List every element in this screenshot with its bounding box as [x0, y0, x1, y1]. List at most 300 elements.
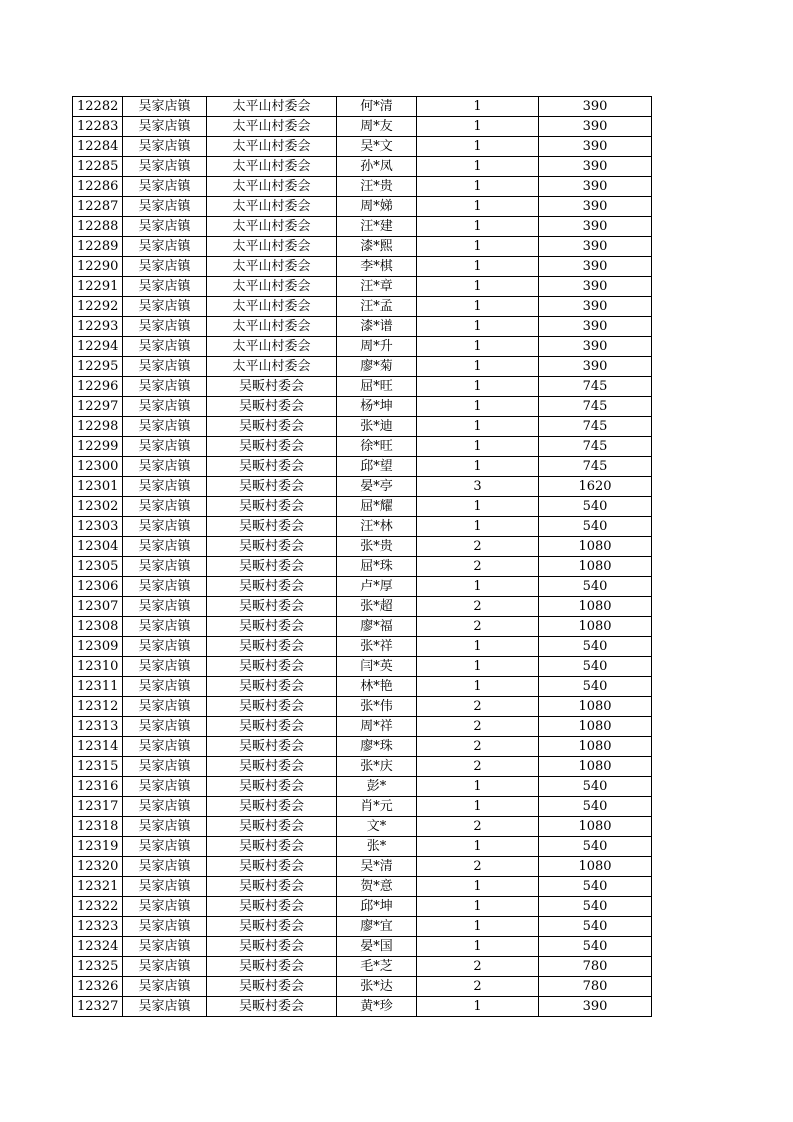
amount-cell: 390	[539, 177, 652, 197]
household-count-cell: 2	[417, 817, 539, 837]
record-id-cell: 12314	[73, 737, 123, 757]
amount-cell: 745	[539, 377, 652, 397]
record-id-cell: 12294	[73, 337, 123, 357]
record-id-cell: 12287	[73, 197, 123, 217]
amount-cell: 390	[539, 317, 652, 337]
table-row	[73, 317, 652, 337]
amount-cell: 540	[539, 497, 652, 517]
household-count-cell: 2	[417, 597, 539, 617]
town-cell: 吴家店镇	[123, 417, 207, 437]
table-row	[73, 977, 652, 997]
record-id-cell: 12306	[73, 577, 123, 597]
amount-cell: 390	[539, 117, 652, 137]
town-cell: 吴家店镇	[123, 557, 207, 577]
household-count-cell: 2	[417, 857, 539, 877]
amount-cell: 540	[539, 937, 652, 957]
household-count-cell: 1	[417, 137, 539, 157]
amount-cell: 540	[539, 917, 652, 937]
village-committee-cell: 吴畈村委会	[207, 957, 337, 977]
amount-cell: 540	[539, 677, 652, 697]
table-row	[73, 877, 652, 897]
name-cell: 漆*熙	[337, 237, 417, 257]
village-committee-cell: 吴畈村委会	[207, 517, 337, 537]
name-cell: 屈*珠	[337, 557, 417, 577]
name-cell: 周*友	[337, 117, 417, 137]
household-count-cell: 1	[417, 217, 539, 237]
name-cell: 何*清	[337, 97, 417, 117]
amount-cell: 540	[539, 657, 652, 677]
name-cell: 文*	[337, 817, 417, 837]
amount-cell: 390	[539, 237, 652, 257]
town-cell: 吴家店镇	[123, 597, 207, 617]
name-cell: 邱*坤	[337, 897, 417, 917]
amount-cell: 1620	[539, 477, 652, 497]
household-count-cell: 1	[417, 497, 539, 517]
household-count-cell: 1	[417, 277, 539, 297]
name-cell: 卢*厚	[337, 577, 417, 597]
town-cell: 吴家店镇	[123, 157, 207, 177]
name-cell: 汪*章	[337, 277, 417, 297]
name-cell: 张*贵	[337, 537, 417, 557]
village-committee-cell: 太平山村委会	[207, 257, 337, 277]
name-cell: 吴*文	[337, 137, 417, 157]
household-count-cell: 2	[417, 557, 539, 577]
town-cell: 吴家店镇	[123, 797, 207, 817]
household-count-cell: 1	[417, 997, 539, 1017]
table-row	[73, 337, 652, 357]
name-cell: 周*升	[337, 337, 417, 357]
town-cell: 吴家店镇	[123, 217, 207, 237]
village-committee-cell: 吴畈村委会	[207, 557, 337, 577]
village-committee-cell: 太平山村委会	[207, 117, 337, 137]
amount-cell: 540	[539, 637, 652, 657]
table-row	[73, 117, 652, 137]
table-row	[73, 257, 652, 277]
household-count-cell: 1	[417, 337, 539, 357]
amount-cell: 745	[539, 457, 652, 477]
table-row	[73, 277, 652, 297]
village-committee-cell: 吴畈村委会	[207, 997, 337, 1017]
village-committee-cell: 太平山村委会	[207, 157, 337, 177]
amount-cell: 745	[539, 417, 652, 437]
household-count-cell: 2	[417, 977, 539, 997]
table-row	[73, 157, 652, 177]
amount-cell: 390	[539, 337, 652, 357]
village-committee-cell: 吴畈村委会	[207, 777, 337, 797]
name-cell: 张*超	[337, 597, 417, 617]
household-count-cell: 1	[417, 97, 539, 117]
table-row	[73, 517, 652, 537]
household-count-cell: 1	[417, 877, 539, 897]
town-cell: 吴家店镇	[123, 817, 207, 837]
table-row	[73, 617, 652, 637]
town-cell: 吴家店镇	[123, 677, 207, 697]
town-cell: 吴家店镇	[123, 297, 207, 317]
record-id-cell: 12318	[73, 817, 123, 837]
town-cell: 吴家店镇	[123, 717, 207, 737]
town-cell: 吴家店镇	[123, 837, 207, 857]
name-cell: 黄*珍	[337, 997, 417, 1017]
table-row	[73, 217, 652, 237]
table-row	[73, 577, 652, 597]
household-count-cell: 3	[417, 477, 539, 497]
amount-cell: 540	[539, 897, 652, 917]
name-cell: 闫*英	[337, 657, 417, 677]
name-cell: 周*娣	[337, 197, 417, 217]
amount-cell: 1080	[539, 697, 652, 717]
amount-cell: 540	[539, 877, 652, 897]
name-cell: 晏*国	[337, 937, 417, 957]
village-committee-cell: 太平山村委会	[207, 217, 337, 237]
household-count-cell: 1	[417, 377, 539, 397]
household-count-cell: 2	[417, 537, 539, 557]
record-id-cell: 12286	[73, 177, 123, 197]
household-count-cell: 1	[417, 157, 539, 177]
amount-cell: 1080	[539, 617, 652, 637]
table-row	[73, 937, 652, 957]
town-cell: 吴家店镇	[123, 637, 207, 657]
village-committee-cell: 吴畈村委会	[207, 637, 337, 657]
amount-cell: 390	[539, 297, 652, 317]
household-count-cell: 1	[417, 637, 539, 657]
household-count-cell: 2	[417, 617, 539, 637]
village-committee-cell: 吴畈村委会	[207, 477, 337, 497]
town-cell: 吴家店镇	[123, 477, 207, 497]
town-cell: 吴家店镇	[123, 137, 207, 157]
village-committee-cell: 吴畈村委会	[207, 497, 337, 517]
record-id-cell: 12288	[73, 217, 123, 237]
name-cell: 廖*珠	[337, 737, 417, 757]
record-id-cell: 12284	[73, 137, 123, 157]
name-cell: 廖*宜	[337, 917, 417, 937]
table-row	[73, 497, 652, 517]
town-cell: 吴家店镇	[123, 97, 207, 117]
village-committee-cell: 吴畈村委会	[207, 377, 337, 397]
household-count-cell: 1	[417, 417, 539, 437]
amount-cell: 390	[539, 97, 652, 117]
record-id-cell: 12293	[73, 317, 123, 337]
table-row	[73, 897, 652, 917]
village-committee-cell: 吴畈村委会	[207, 837, 337, 857]
town-cell: 吴家店镇	[123, 617, 207, 637]
town-cell: 吴家店镇	[123, 517, 207, 537]
name-cell: 张*迪	[337, 417, 417, 437]
town-cell: 吴家店镇	[123, 117, 207, 137]
village-committee-cell: 吴畈村委会	[207, 397, 337, 417]
amount-cell: 390	[539, 997, 652, 1017]
table-row	[73, 917, 652, 937]
table-row	[73, 997, 652, 1017]
amount-cell: 1080	[539, 817, 652, 837]
name-cell: 汪*贵	[337, 177, 417, 197]
table-row	[73, 137, 652, 157]
name-cell: 屈*耀	[337, 497, 417, 517]
village-committee-cell: 吴畈村委会	[207, 797, 337, 817]
record-id-cell: 12282	[73, 97, 123, 117]
town-cell: 吴家店镇	[123, 857, 207, 877]
village-committee-cell: 吴畈村委会	[207, 737, 337, 757]
town-cell: 吴家店镇	[123, 317, 207, 337]
village-committee-cell: 太平山村委会	[207, 297, 337, 317]
town-cell: 吴家店镇	[123, 997, 207, 1017]
village-committee-cell: 太平山村委会	[207, 137, 337, 157]
household-count-cell: 1	[417, 897, 539, 917]
table-row	[73, 677, 652, 697]
town-cell: 吴家店镇	[123, 657, 207, 677]
table-row	[73, 797, 652, 817]
village-committee-cell: 吴畈村委会	[207, 537, 337, 557]
name-cell: 张*	[337, 837, 417, 857]
record-id-cell: 12296	[73, 377, 123, 397]
village-committee-cell: 吴畈村委会	[207, 697, 337, 717]
record-id-cell: 12309	[73, 637, 123, 657]
household-count-cell: 2	[417, 757, 539, 777]
amount-cell: 390	[539, 157, 652, 177]
record-id-cell: 12290	[73, 257, 123, 277]
amount-cell: 1080	[539, 857, 652, 877]
village-committee-cell: 吴畈村委会	[207, 857, 337, 877]
village-committee-cell: 吴畈村委会	[207, 977, 337, 997]
amount-cell: 1080	[539, 757, 652, 777]
village-committee-cell: 太平山村委会	[207, 337, 337, 357]
name-cell: 汪*林	[337, 517, 417, 537]
town-cell: 吴家店镇	[123, 277, 207, 297]
amount-cell: 780	[539, 957, 652, 977]
town-cell: 吴家店镇	[123, 777, 207, 797]
household-count-cell: 1	[417, 577, 539, 597]
table-row	[73, 757, 652, 777]
record-id-cell: 12300	[73, 457, 123, 477]
name-cell: 贺*意	[337, 877, 417, 897]
town-cell: 吴家店镇	[123, 257, 207, 277]
record-id-cell: 12301	[73, 477, 123, 497]
record-id-cell: 12313	[73, 717, 123, 737]
table-row	[73, 717, 652, 737]
household-count-cell: 1	[417, 397, 539, 417]
town-cell: 吴家店镇	[123, 377, 207, 397]
village-committee-cell: 太平山村委会	[207, 317, 337, 337]
town-cell: 吴家店镇	[123, 197, 207, 217]
record-id-cell: 12312	[73, 697, 123, 717]
village-committee-cell: 吴畈村委会	[207, 657, 337, 677]
amount-cell: 1080	[539, 557, 652, 577]
household-count-cell: 1	[417, 257, 539, 277]
village-committee-cell: 太平山村委会	[207, 277, 337, 297]
amount-cell: 390	[539, 277, 652, 297]
name-cell: 吴*清	[337, 857, 417, 877]
record-id-cell: 12299	[73, 437, 123, 457]
roster-table-body	[73, 97, 652, 1017]
record-id-cell: 12297	[73, 397, 123, 417]
town-cell: 吴家店镇	[123, 917, 207, 937]
record-id-cell: 12302	[73, 497, 123, 517]
table-row	[73, 177, 652, 197]
record-id-cell: 12285	[73, 157, 123, 177]
town-cell: 吴家店镇	[123, 877, 207, 897]
record-id-cell: 12327	[73, 997, 123, 1017]
town-cell: 吴家店镇	[123, 757, 207, 777]
town-cell: 吴家店镇	[123, 177, 207, 197]
town-cell: 吴家店镇	[123, 497, 207, 517]
name-cell: 林*艳	[337, 677, 417, 697]
village-committee-cell: 吴畈村委会	[207, 877, 337, 897]
village-committee-cell: 吴畈村委会	[207, 717, 337, 737]
name-cell: 邱*望	[337, 457, 417, 477]
record-id-cell: 12322	[73, 897, 123, 917]
household-count-cell: 1	[417, 117, 539, 137]
household-count-cell: 2	[417, 717, 539, 737]
town-cell: 吴家店镇	[123, 237, 207, 257]
roster-table	[72, 96, 652, 1017]
village-committee-cell: 吴畈村委会	[207, 577, 337, 597]
village-committee-cell: 太平山村委会	[207, 177, 337, 197]
record-id-cell: 12319	[73, 837, 123, 857]
record-id-cell: 12321	[73, 877, 123, 897]
name-cell: 彭*	[337, 777, 417, 797]
record-id-cell: 12283	[73, 117, 123, 137]
name-cell: 周*祥	[337, 717, 417, 737]
table-row	[73, 817, 652, 837]
amount-cell: 540	[539, 577, 652, 597]
amount-cell: 540	[539, 517, 652, 537]
table-row	[73, 537, 652, 557]
table-row	[73, 97, 652, 117]
record-id-cell: 12308	[73, 617, 123, 637]
household-count-cell: 1	[417, 517, 539, 537]
table-row	[73, 637, 652, 657]
name-cell: 肖*元	[337, 797, 417, 817]
table-row	[73, 297, 652, 317]
record-id-cell: 12289	[73, 237, 123, 257]
record-id-cell: 12291	[73, 277, 123, 297]
table-row	[73, 957, 652, 977]
amount-cell: 540	[539, 797, 652, 817]
name-cell: 孙*凤	[337, 157, 417, 177]
household-count-cell: 2	[417, 957, 539, 977]
household-count-cell: 1	[417, 917, 539, 937]
village-committee-cell: 太平山村委会	[207, 357, 337, 377]
record-id-cell: 12315	[73, 757, 123, 777]
amount-cell: 540	[539, 837, 652, 857]
village-committee-cell: 太平山村委会	[207, 97, 337, 117]
name-cell: 毛*芝	[337, 957, 417, 977]
amount-cell: 745	[539, 397, 652, 417]
amount-cell: 390	[539, 257, 652, 277]
record-id-cell: 12324	[73, 937, 123, 957]
village-committee-cell: 吴畈村委会	[207, 417, 337, 437]
table-row	[73, 857, 652, 877]
town-cell: 吴家店镇	[123, 937, 207, 957]
town-cell: 吴家店镇	[123, 397, 207, 417]
name-cell: 屈*旺	[337, 377, 417, 397]
town-cell: 吴家店镇	[123, 737, 207, 757]
record-id-cell: 12323	[73, 917, 123, 937]
table-row	[73, 377, 652, 397]
amount-cell: 390	[539, 197, 652, 217]
village-committee-cell: 吴畈村委会	[207, 897, 337, 917]
amount-cell: 1080	[539, 537, 652, 557]
village-committee-cell: 吴畈村委会	[207, 817, 337, 837]
name-cell: 张*达	[337, 977, 417, 997]
name-cell: 李*棋	[337, 257, 417, 277]
table-row	[73, 417, 652, 437]
table-row	[73, 437, 652, 457]
name-cell: 晏*亭	[337, 477, 417, 497]
household-count-cell: 1	[417, 457, 539, 477]
town-cell: 吴家店镇	[123, 357, 207, 377]
household-count-cell: 1	[417, 437, 539, 457]
village-committee-cell: 吴畈村委会	[207, 937, 337, 957]
name-cell: 张*庆	[337, 757, 417, 777]
record-id-cell: 12292	[73, 297, 123, 317]
household-count-cell: 1	[417, 357, 539, 377]
household-count-cell: 2	[417, 697, 539, 717]
record-id-cell: 12304	[73, 537, 123, 557]
name-cell: 张*祥	[337, 637, 417, 657]
town-cell: 吴家店镇	[123, 977, 207, 997]
amount-cell: 1080	[539, 737, 652, 757]
table-row	[73, 737, 652, 757]
household-count-cell: 1	[417, 237, 539, 257]
household-count-cell: 1	[417, 657, 539, 677]
household-count-cell: 1	[417, 837, 539, 857]
record-id-cell: 12325	[73, 957, 123, 977]
table-row	[73, 657, 652, 677]
record-id-cell: 12303	[73, 517, 123, 537]
town-cell: 吴家店镇	[123, 897, 207, 917]
amount-cell: 745	[539, 437, 652, 457]
village-committee-cell: 太平山村委会	[207, 197, 337, 217]
town-cell: 吴家店镇	[123, 957, 207, 977]
amount-cell: 390	[539, 357, 652, 377]
record-id-cell: 12316	[73, 777, 123, 797]
household-count-cell: 1	[417, 777, 539, 797]
record-id-cell: 12307	[73, 597, 123, 617]
household-count-cell: 1	[417, 297, 539, 317]
record-id-cell: 12311	[73, 677, 123, 697]
table-row	[73, 597, 652, 617]
record-id-cell: 12317	[73, 797, 123, 817]
amount-cell: 780	[539, 977, 652, 997]
amount-cell: 390	[539, 217, 652, 237]
town-cell: 吴家店镇	[123, 437, 207, 457]
household-count-cell: 1	[417, 317, 539, 337]
town-cell: 吴家店镇	[123, 697, 207, 717]
town-cell: 吴家店镇	[123, 537, 207, 557]
record-id-cell: 12326	[73, 977, 123, 997]
town-cell: 吴家店镇	[123, 337, 207, 357]
amount-cell: 540	[539, 777, 652, 797]
record-id-cell: 12305	[73, 557, 123, 577]
record-id-cell: 12295	[73, 357, 123, 377]
village-committee-cell: 吴畈村委会	[207, 677, 337, 697]
amount-cell: 1080	[539, 597, 652, 617]
household-count-cell: 1	[417, 937, 539, 957]
table-row	[73, 777, 652, 797]
name-cell: 张*伟	[337, 697, 417, 717]
household-count-cell: 2	[417, 737, 539, 757]
name-cell: 汪*孟	[337, 297, 417, 317]
name-cell: 廖*福	[337, 617, 417, 637]
village-committee-cell: 吴畈村委会	[207, 597, 337, 617]
village-committee-cell: 太平山村委会	[207, 237, 337, 257]
household-count-cell: 1	[417, 677, 539, 697]
record-id-cell: 12310	[73, 657, 123, 677]
amount-cell: 1080	[539, 717, 652, 737]
table-row	[73, 457, 652, 477]
name-cell: 廖*菊	[337, 357, 417, 377]
name-cell: 汪*建	[337, 217, 417, 237]
